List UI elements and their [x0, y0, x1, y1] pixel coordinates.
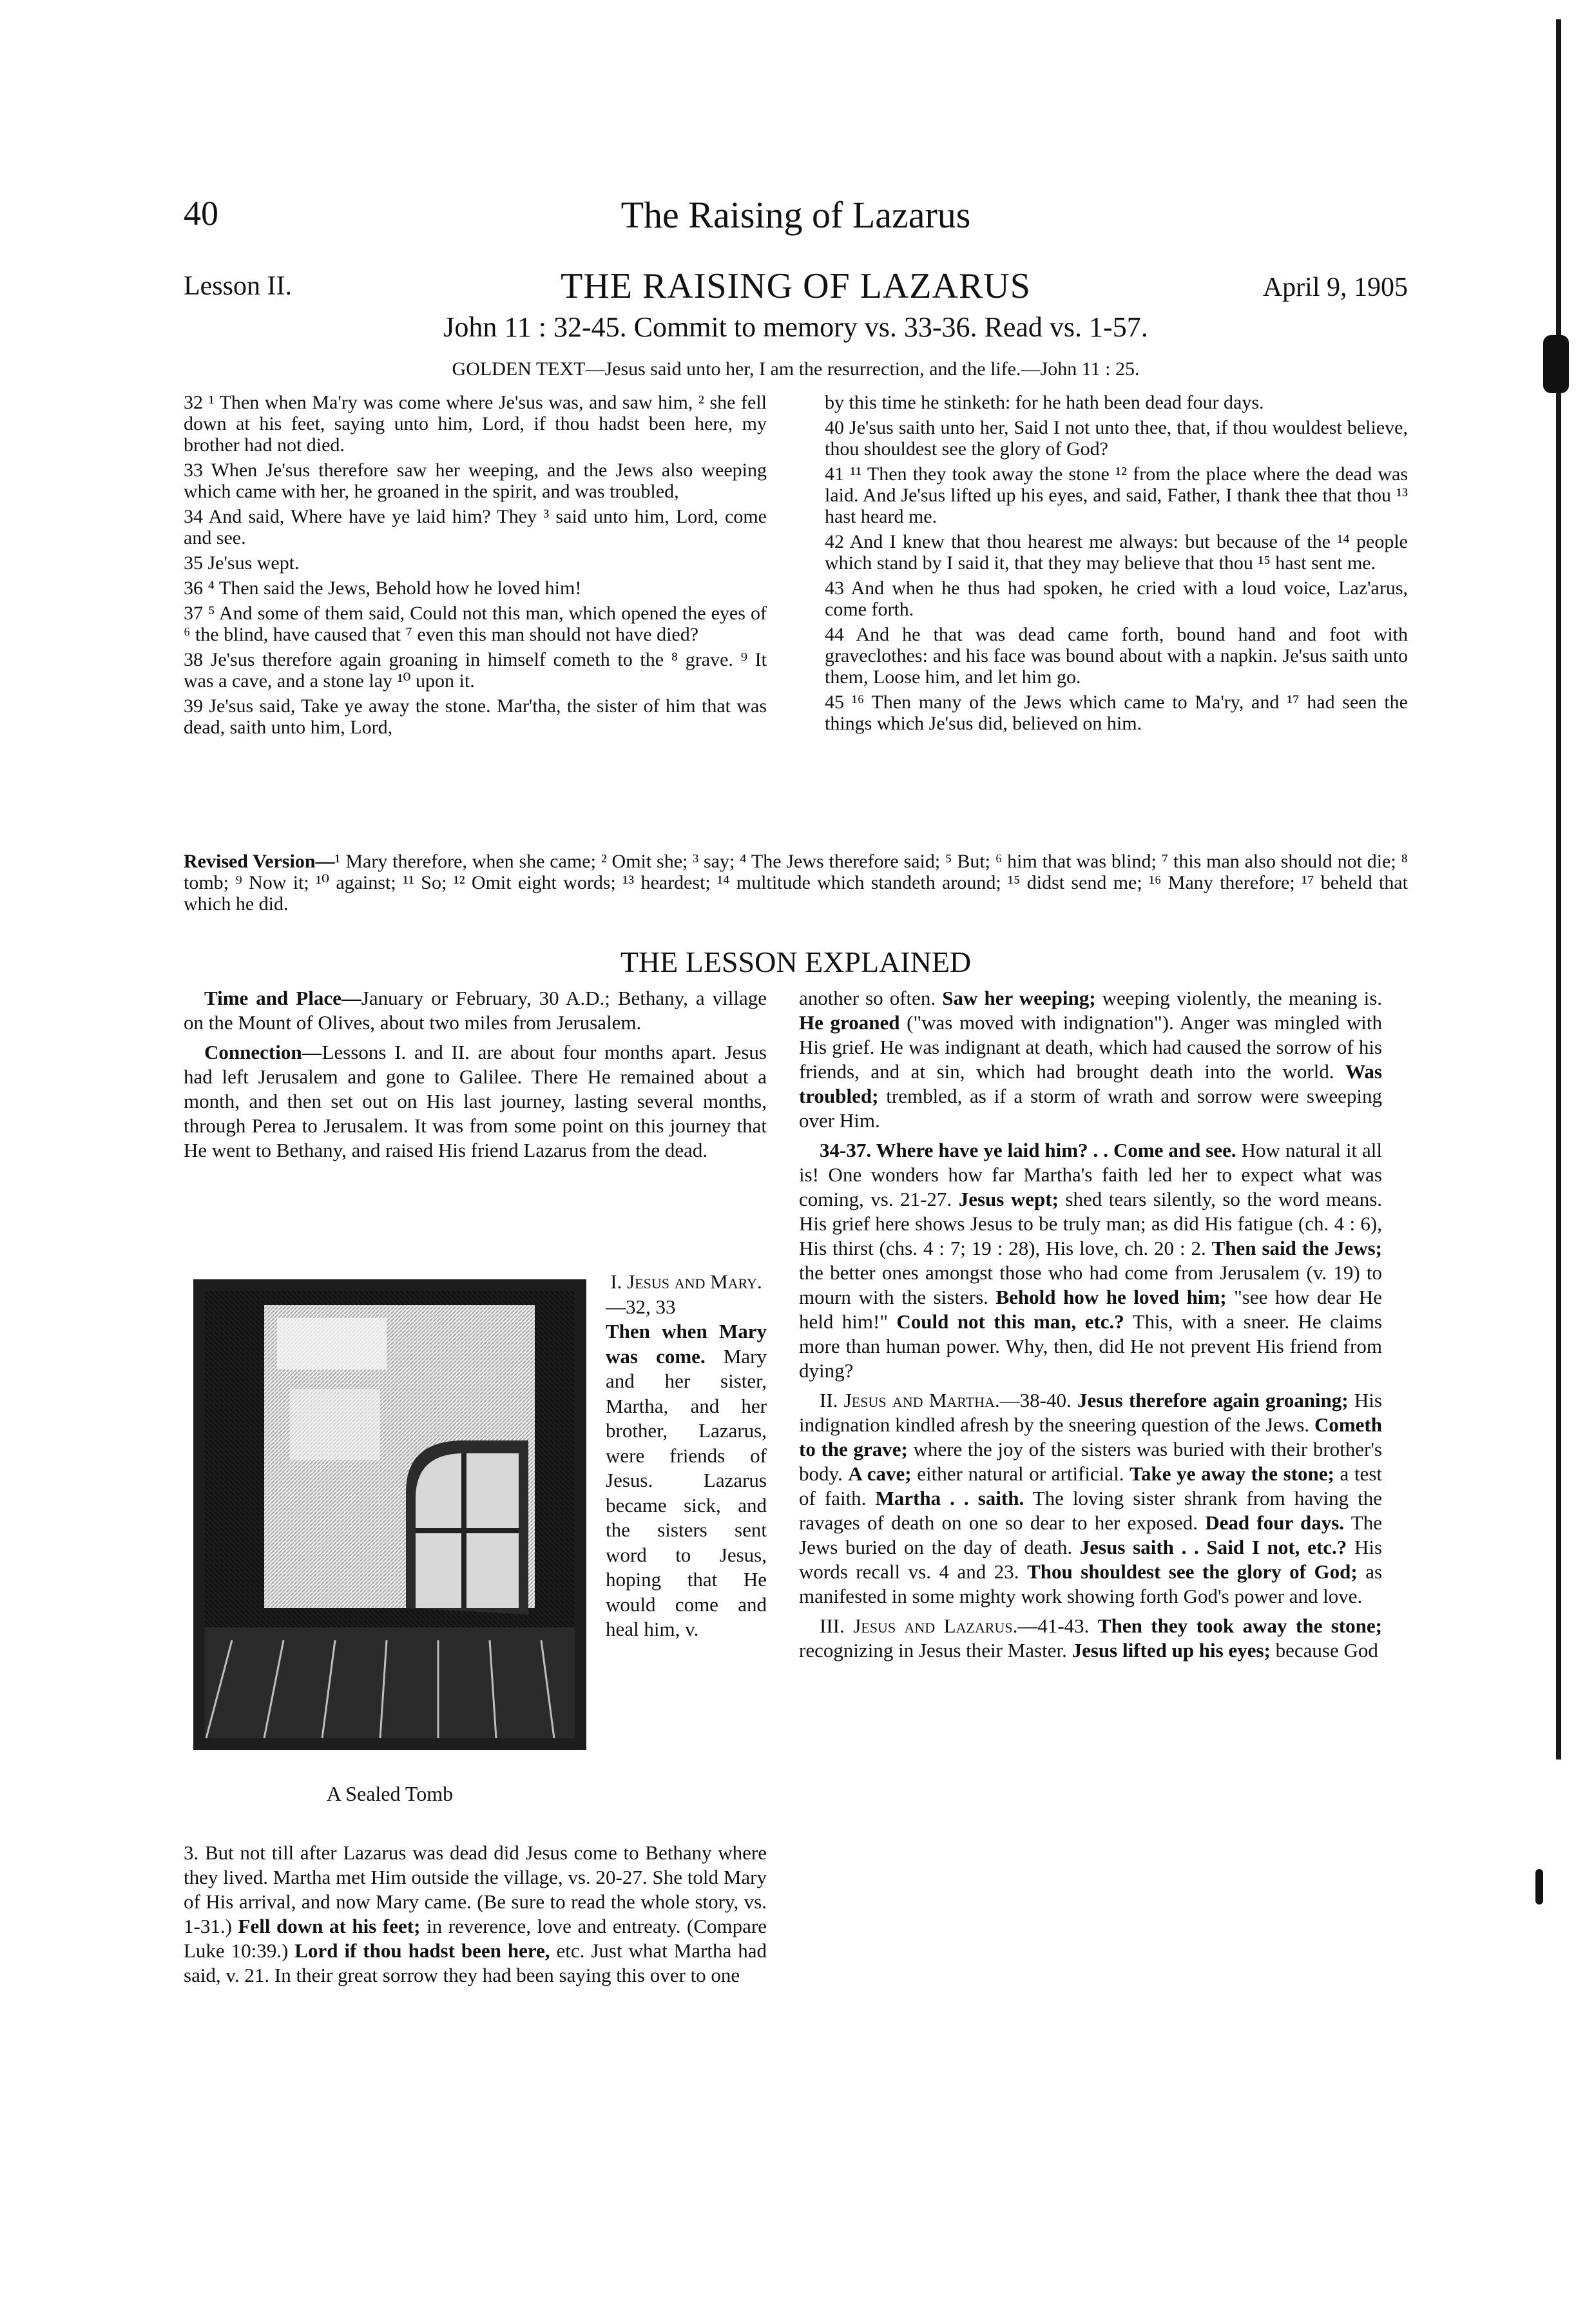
explanation-text: in reverence, love and entreaty. (Compare Luke 10:39.)	[184, 1915, 767, 1962]
scan-edge-line	[1556, 19, 1561, 1759]
bold-phrase: Jesus wept;	[958, 1188, 1059, 1210]
connection	[184, 1040, 767, 1163]
verse: by this time he stinketh: for he hath been dead four days.	[825, 392, 1264, 413]
lesson-title: THE RAISING OF LAZARUS	[561, 266, 1031, 306]
explanation-text: trembled, as if a storm of wrath and sorrow were sweeping over Him.	[799, 1085, 1382, 1132]
bold-phrase: 34-37. Where have ye laid him? . . Come and see.	[820, 1139, 1236, 1161]
explanation-text: either natural or artificial.	[917, 1462, 1124, 1485]
explanation-text: a test of faith.	[799, 1462, 1382, 1509]
verse: 40 Je'sus saith unto her, Said I not unto thee, that, if thou wouldest believe, thou shouldest see the glory of God?	[825, 417, 1408, 460]
bold-phrase: Jesus therefore again groaning;	[1077, 1389, 1349, 1411]
explanation-narrow-column	[606, 1270, 767, 1824]
explanation-text: weeping violently, the meaning is.	[1102, 987, 1382, 1009]
bold-phrase: Martha . . saith.	[875, 1487, 1024, 1509]
paragraph	[799, 1138, 1382, 1383]
explanation-text: recognizing in Jesus their Master.	[799, 1639, 1067, 1662]
verse-range: —32, 33	[606, 1295, 676, 1318]
running-header	[184, 193, 1408, 245]
verse: 44 And he that was dead came forth, bound hand and foot with graveclothes: and his face was bound about with a napkin. Je'sus saith unto them, Loose him, and let him go.	[825, 624, 1408, 688]
bold-phrase: Jesus saith . . Said I not, etc.?	[1079, 1536, 1347, 1558]
explanation-column-right	[799, 986, 1382, 2120]
bold-phrase: Then when Mary was come.	[606, 1320, 767, 1368]
explanation-text: another so often.	[799, 987, 936, 1009]
bold-phrase: Cometh to the grave;	[799, 1413, 1382, 1460]
scripture-reference: John 11 : 32-45. Commit to memory vs. 33-36. Read vs. 1-57.	[443, 311, 1148, 343]
verse: 41 ¹¹ Then they took away the stone ¹² from the place where the dead was laid. And Je'sus lifted up his eyes, and said, Father, I thank thee that thou ¹³ hast heard me.	[825, 463, 1408, 527]
scripture-column-left	[184, 392, 767, 843]
lesson-date: April 9, 1905	[1262, 273, 1408, 302]
scripture-column-right	[825, 392, 1408, 843]
explanation-text: "see how dear He held him!"	[799, 1286, 1382, 1333]
lesson-number: Lesson II.	[184, 271, 292, 301]
bold-phrase: He groaned	[799, 1011, 900, 1034]
paragraph	[799, 1388, 1382, 1609]
explanation-text: His words recall vs. 4 and 23.	[799, 1536, 1382, 1583]
revised-label: Revised Version—	[184, 851, 335, 872]
explanation-text: The Jews buried on the day of death.	[799, 1511, 1382, 1558]
scripture-passage	[184, 392, 1408, 843]
bold-phrase: Behold how he loved him;	[995, 1286, 1227, 1308]
explanation-text: How natural it all is! One wonders how far Martha's faith led her to expect what was coming, vs. 21-27.	[799, 1139, 1382, 1210]
bold-phrase: Lord if thou hadst been here,	[294, 1939, 550, 1962]
lesson-explained-heading: THE LESSON EXPLAINED	[620, 945, 972, 978]
section-heading-jesus-and-martha: II. Jesus and Martha.—38-40.	[820, 1389, 1072, 1411]
paragraph	[799, 1614, 1382, 1663]
explanation-text: etc. Just what Martha had said, v. 21. In their great sorrow they had been saying this over to one	[184, 1939, 767, 1986]
time-text: January or February, 30 A.D.; Bethany, a village on the Mount of Olives, about two miles from Jerusalem.	[184, 987, 767, 1034]
scan-edge-mark	[1535, 1869, 1543, 1904]
explanation-text: shed tears silently, so the word means. His grief here shows Jesus to be truly man; as did His fatigue (ch. 4 : 6), His thirst (chs. 4 : 7; 19 : 28), His love, ch. 20 : 2.	[799, 1188, 1382, 1259]
bold-phrase: Was troubled;	[799, 1060, 1382, 1107]
explanation-text: because God	[1275, 1639, 1378, 1662]
explanation-text: as manifested in some mighty work showing forth God's power and love.	[799, 1560, 1382, 1607]
explanation-text: 3. But not till after Lazarus was dead did Jesus come to Bethany where they lived. Martha met Him outside the village, vs. 20-27. She told Mary of His arrival, and now Mary came. (Be sure to read the whole story, vs. 1-31.)	[184, 1841, 767, 1937]
verse: 37 ⁵ And some of them said, Could not this man, which opened the eyes of ⁶ the blind, have caused that ⁷ even this man should not have died?	[184, 603, 767, 645]
bold-phrase: Thou shouldest see the glory of God;	[1027, 1560, 1358, 1583]
bold-phrase: Could not this man, etc.?	[896, 1310, 1124, 1333]
lesson-heading	[184, 266, 1408, 311]
scan-edge-mark	[1543, 335, 1569, 393]
verse: 39 Je'sus said, Take ye away the stone. Mar'tha, the sister of him that was dead, saith unto him, Lord,	[184, 695, 767, 738]
figure-caption: A Sealed Tomb	[326, 1782, 454, 1805]
verse: 36 ⁴ Then said the Jews, Behold how he loved him!	[184, 577, 582, 599]
bold-phrase: Then they took away the stone;	[1097, 1614, 1382, 1637]
verse: 32 ¹ Then when Ma'ry was come where Je'sus was, and saw him, ² she fell down at his feet, saying unto him, Lord, if thou hadst been here, my brother had not died.	[184, 392, 767, 456]
explanation-text: This, with a sneer. He claims more than human power. Why, then, did He not prevent His friend from dying?	[799, 1310, 1382, 1382]
verse: 35 Je'sus wept.	[184, 552, 300, 574]
time-label: Time and Place—	[204, 987, 361, 1009]
bold-phrase: Take ye away the stone;	[1130, 1462, 1334, 1485]
bold-phrase: A cave;	[848, 1462, 912, 1485]
page-number: 40	[184, 194, 218, 233]
explanation-text: The loving sister shrank from having the ravages of death on one so dear to her exposed.	[799, 1487, 1382, 1534]
bold-phrase: Fell down at his feet;	[238, 1915, 421, 1937]
explanation-text: His indignation kindled afresh by the sneering question of the Jews.	[799, 1389, 1382, 1436]
paragraph	[799, 986, 1382, 1133]
golden-text: GOLDEN TEXT—Jesus said unto her, I am the resurrection, and the life.—John 11 : 25.	[452, 358, 1140, 380]
section-heading-jesus-and-lazarus: III. Jesus and Lazarus.—41-43.	[820, 1614, 1090, 1637]
connection-text: Lessons I. and II. are about four months apart. Jesus had left Jerusalem and gone to Galilee. There He remained about a month, and then set out on His last journey, lasting several months, through Perea to Jerusalem. It was from some point on this journey that He went to Bethany, and raised His friend Lazarus from the dead.	[184, 1041, 767, 1161]
explanation-text: Mary and her sister, Martha, and her brother, Lazarus, were friends of Jesus. Lazarus became sick, and the sisters sent word to Jesus, hoping that He would come and heal him, v.	[606, 1344, 767, 1640]
verse: 38 Je'sus therefore again groaning in himself cometh to the ⁸ grave. ⁹ It was a cave, and a stone lay ¹⁰ upon it.	[184, 649, 767, 692]
explanation-text: where the joy of the sisters was buried with their brother's body.	[799, 1438, 1382, 1485]
sealed-tomb-illustration	[193, 1279, 586, 1750]
revised-text: ¹ Mary therefore, when she came; ² Omit she; ³ say; ⁴ The Jews therefore said; ⁵ But; ⁶ him that was blind; ⁷ this man also should not die; ⁸ tomb; ⁹ Now it; ¹⁰ against; ¹¹ So; ¹² Omit eight words; ¹³ heardest; ¹⁴ multitude which standeth around; ¹⁵ didst send me; ¹⁶ Many therefore; ¹⁷ beheld that which he did.	[184, 851, 1408, 915]
bold-phrase: Jesus lifted up his eyes;	[1072, 1639, 1271, 1662]
explanation-text: the better ones amongst those who had come from Jerusalem (v. 19) to mourn with the sisters.	[799, 1261, 1382, 1308]
verse: 33 When Je'sus therefore saw her weeping, and the Jews also weeping which came with her, he groaned in the spirit, and was troubled,	[184, 460, 767, 502]
verse: 34 And said, Where have ye laid him? They ³ said unto him, Lord, come and see.	[184, 506, 767, 548]
bold-phrase: Saw her weeping;	[942, 987, 1096, 1009]
explanation-column-left-continued	[184, 1841, 767, 2111]
running-title: The Raising of Lazarus	[620, 194, 971, 236]
verse: 42 And I knew that thou hearest me always: but because of the ¹⁴ people which stand by I said it, that they may believe that thou ¹⁵ hast sent me.	[825, 531, 1408, 574]
connection-label: Connection—	[204, 1041, 322, 1063]
verse: 43 And when he thus had spoken, he cried with a loud voice, Laz'arus, come forth.	[825, 577, 1408, 620]
explanation-text: ("was moved with indignation"). Anger was mingled with His grief. He was indignant at death, which had caused the sorrow of his friends, and at sin, which had brought death into the world.	[799, 1011, 1382, 1083]
bold-phrase: Then said the Jews;	[1211, 1237, 1382, 1259]
revised-version-notes	[184, 851, 1408, 941]
section-heading-jesus-and-mary: I. Jesus and Mary.	[610, 1270, 762, 1293]
time-and-place	[184, 986, 767, 1035]
verse: 45 ¹⁶ Then many of the Jews which came to Ma'ry, and ¹⁷ had seen the things which Je'sus did, believed on him.	[825, 692, 1408, 734]
bold-phrase: Dead four days.	[1205, 1511, 1345, 1534]
explanation-column-left	[184, 986, 767, 1276]
tomb-engraving	[193, 1279, 586, 1750]
